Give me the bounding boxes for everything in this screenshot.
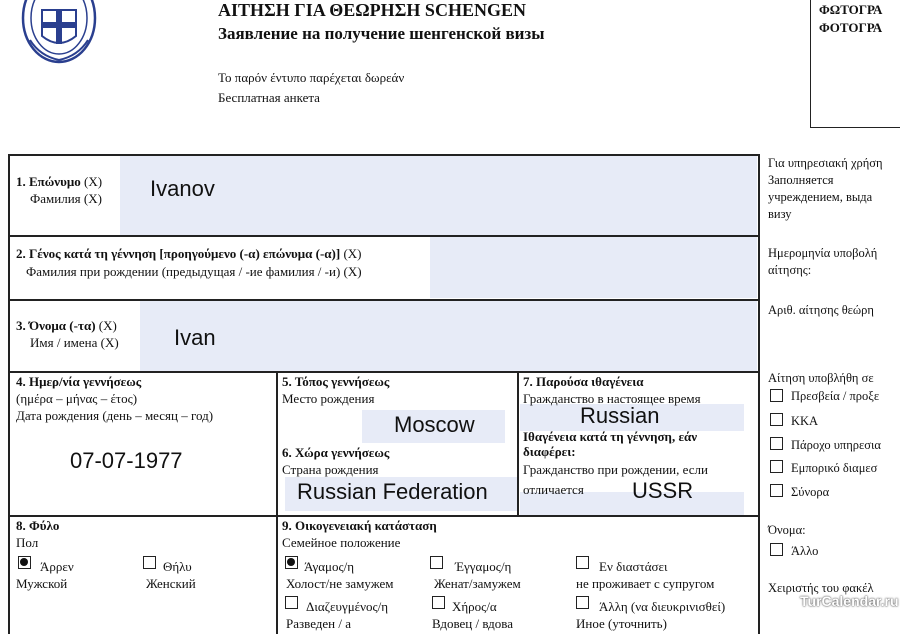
single-checkbox-checked[interactable] bbox=[285, 556, 298, 569]
sidebar-opt3-checkbox[interactable] bbox=[770, 437, 783, 450]
table-top-border bbox=[8, 154, 760, 156]
widowed-checkbox[interactable] bbox=[432, 596, 445, 609]
field-8-label-russian: Пол bbox=[16, 535, 39, 550]
field-7-birth-russian-2: отличается bbox=[523, 482, 584, 497]
form-title-greek: ΑΙΤΗΣΗ ΓΙΑ ΘΕΩΡΗΣΗ SCHENGEN bbox=[218, 0, 526, 20]
married-label-russian: Женат/замужем bbox=[434, 576, 521, 591]
married-checkbox[interactable] bbox=[430, 556, 443, 569]
field-1-x: (X) bbox=[83, 174, 103, 189]
greek-emblem bbox=[20, 0, 98, 68]
field-1-label-russian: Фамилия (X) bbox=[30, 191, 102, 206]
sidebar-submission-date-2: αίτησης: bbox=[768, 263, 812, 277]
field-3-fill bbox=[140, 301, 757, 372]
field-8-label-greek: 8. Φύλο bbox=[16, 518, 60, 533]
field-6-value[interactable]: Russian Federation bbox=[297, 479, 488, 504]
divorced-checkbox[interactable] bbox=[285, 596, 298, 609]
female-checkbox[interactable] bbox=[143, 556, 156, 569]
separated-label-russian: не проживает с супругом bbox=[576, 576, 715, 591]
field-9-label-greek: 9. Οικογενειακή κατάσταση bbox=[282, 518, 437, 533]
male-label-greek: Άρρεν bbox=[40, 559, 74, 574]
sidebar-opt1-label: Πρεσβεία / προξε bbox=[791, 389, 880, 403]
field-2-label-greek bbox=[16, 246, 362, 261]
photo-label-1: ΦΩΤΟΓΡΑ bbox=[819, 2, 883, 17]
col-divider-b bbox=[517, 371, 519, 516]
sidebar-opt5-checkbox[interactable] bbox=[770, 484, 783, 497]
sidebar-other-label: Άλλο bbox=[791, 544, 819, 558]
sidebar-submission-date-1: Ημερομηνία υποβολή bbox=[768, 246, 878, 260]
female-label-greek: Θήλυ bbox=[163, 559, 192, 574]
sidebar-opt5-label: Σύνορα bbox=[791, 485, 830, 499]
field-5-value[interactable]: Moscow bbox=[394, 412, 475, 437]
separated-label-greek: Εν διαστάσει bbox=[599, 559, 668, 574]
field-3-label-russian: Имя / имена (X) bbox=[30, 335, 119, 350]
field-4-sub-greek: (ημέρα – μήνας – έτος) bbox=[16, 391, 138, 406]
widowed-label-greek: Χήρος/α bbox=[452, 599, 497, 614]
field-4-label-russian: Дата рождения (день – месяц – год) bbox=[16, 408, 214, 423]
sidebar-filled-by: Заполняется bbox=[768, 173, 834, 187]
field-5-label-russian: Место рождения bbox=[282, 391, 375, 406]
sidebar-visa: визу bbox=[768, 207, 792, 221]
form-title-russian: Заявление на получение шенгенской визы bbox=[218, 24, 545, 43]
sidebar-opt4-label: Εμπορικό διαμεσ bbox=[791, 461, 878, 475]
other-status-label-russian: Иное (уточнить) bbox=[576, 616, 667, 631]
field-7-label-greek: 7. Παρούσα ιθαγένεια bbox=[523, 374, 644, 389]
field-6-label-greek: 6. Χώρα γεννήσεως bbox=[282, 445, 390, 460]
field-7-label-russian: Гражданство в настоящее время bbox=[523, 391, 701, 406]
sidebar-submitted-at: Αίτηση υποβλήθη σε bbox=[768, 371, 874, 385]
divorced-label-greek: Διαζευγμένος/η bbox=[306, 599, 389, 614]
field-4-value[interactable]: 07-07-1977 bbox=[70, 448, 183, 473]
sidebar-official-use: Για υπηρεσιακή χρήση bbox=[768, 156, 883, 170]
field-3-label-greek bbox=[16, 318, 117, 333]
field-5-label-greek: 5. Τόπος γεννήσεως bbox=[282, 374, 390, 389]
field-7-value[interactable]: Russian bbox=[580, 403, 660, 428]
field-1-fill bbox=[120, 156, 757, 235]
sidebar-opt4-checkbox[interactable] bbox=[770, 460, 783, 473]
free-note-russian: Бесплатная анкета bbox=[218, 90, 320, 105]
field-7-birth-russian-1: Гражданство при рождении, если bbox=[523, 462, 708, 477]
field-2-label-russian: Фамилия при рождении (предыдущая / -ие фамилия / -и) (X) bbox=[26, 264, 362, 279]
sidebar-opt2-checkbox[interactable] bbox=[770, 413, 783, 426]
field-2-fill bbox=[430, 236, 757, 298]
col-divider-a bbox=[276, 371, 278, 634]
free-note-greek: Το παρόν έντυπο παρέχεται δωρεάν bbox=[218, 70, 405, 85]
male-label-russian: Мужской bbox=[16, 576, 68, 591]
sidebar-name-label: Όνομα: bbox=[768, 523, 806, 537]
sidebar-opt2-label: ΚΚΑ bbox=[791, 414, 819, 428]
row-divider-3 bbox=[8, 371, 760, 373]
watermark: TurCalendar.ru bbox=[800, 593, 899, 609]
separated-checkbox[interactable] bbox=[576, 556, 589, 569]
widowed-label-russian: Вдовец / вдова bbox=[432, 616, 514, 631]
field-3-value[interactable]: Ivan bbox=[174, 325, 216, 350]
other-status-checkbox[interactable] bbox=[576, 596, 589, 609]
field-1-greek: 1. Επώνυμο bbox=[16, 174, 81, 189]
field-4-label-greek: 4. Ημερ/νία γεννήσεως bbox=[16, 374, 142, 389]
male-checkbox-checked[interactable] bbox=[18, 556, 31, 569]
female-label-russian: Женский bbox=[146, 576, 196, 591]
field-1-value[interactable]: Ivanov bbox=[150, 176, 215, 201]
field-7-birth-value[interactable]: USSR bbox=[632, 478, 694, 503]
field-7-birth-greek-2: διαφέρει: bbox=[523, 444, 576, 459]
sidebar-opt3-label: Πάροχο υπηρεσια bbox=[791, 438, 881, 452]
field-1-label-greek bbox=[16, 174, 102, 189]
other-status-label-greek: Άλλη (να διευκρινισθεί) bbox=[599, 599, 726, 614]
photo-box bbox=[810, 0, 900, 128]
sidebar-other-checkbox[interactable] bbox=[770, 543, 783, 556]
row-divider-2 bbox=[8, 299, 760, 301]
field-6-label-russian: Страна рождения bbox=[282, 462, 379, 477]
field-7-birth-greek-1: Ιθαγένεια κατά τη γέννηση, εάν bbox=[523, 429, 698, 444]
sidebar-application-number: Αριθ. αίτησης θεώρη bbox=[768, 303, 874, 317]
single-label-russian: Холост/не замужем bbox=[286, 576, 394, 591]
field-9-label-russian: Семейное положение bbox=[282, 535, 401, 550]
sidebar-issuing-office: учреждением, выда bbox=[768, 190, 873, 204]
field-2-x: (X) bbox=[343, 246, 362, 261]
field-2-greek: 2. Γένος κατά τη γέννηση [προηγούμενο (-α) επώνυμα (-α)] bbox=[16, 246, 341, 261]
row-divider-1 bbox=[8, 235, 760, 237]
table-left-border bbox=[8, 154, 10, 634]
field-3-greek: 3. Όνομα (-τα) bbox=[16, 318, 96, 333]
row-divider-4 bbox=[8, 515, 760, 517]
photo-label-2: ΦΟΤΟΓΡΑ bbox=[819, 20, 883, 35]
sidebar-case-handler: Χειριστής του φακέλ bbox=[768, 581, 874, 595]
field-3-x: (X) bbox=[98, 318, 117, 333]
sidebar-opt1-checkbox[interactable] bbox=[770, 389, 783, 402]
single-label-greek: Άγαμος/η bbox=[304, 559, 355, 574]
divorced-label-russian: Разведен / а bbox=[286, 616, 352, 631]
table-right-border bbox=[758, 154, 760, 634]
married-label-greek: Έγγαμος/η bbox=[455, 559, 512, 574]
